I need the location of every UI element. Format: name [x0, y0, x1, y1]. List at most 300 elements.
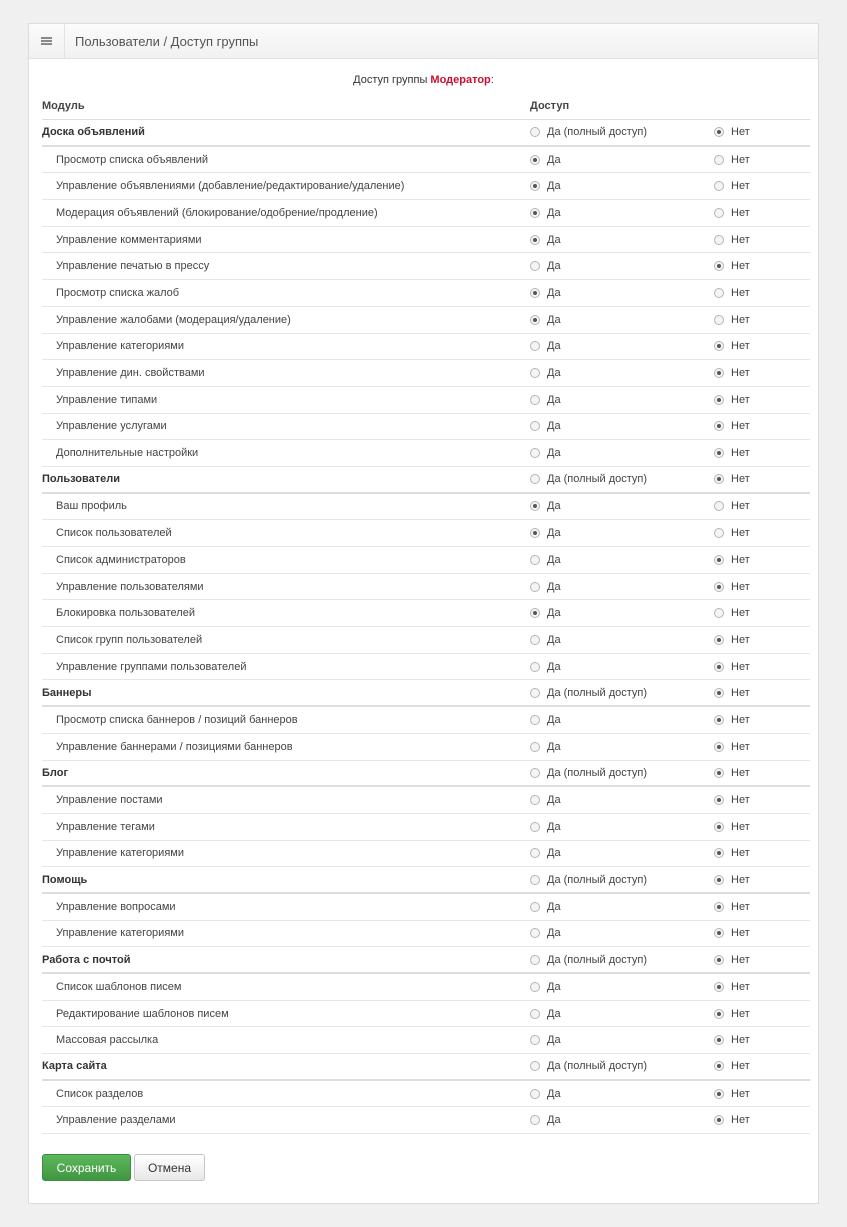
menu-toggle-button[interactable]: [29, 24, 65, 58]
no-label: Нет: [731, 260, 750, 273]
section-row: [42, 761, 810, 788]
no-option[interactable]: [714, 581, 750, 593]
yes-option[interactable]: [530, 154, 714, 166]
permission-name: Управление разделами: [56, 1114, 176, 1127]
no-option[interactable]: [714, 394, 750, 406]
permission-row: [42, 974, 810, 1001]
no-label: Нет: [731, 420, 750, 433]
no-label: Нет: [731, 206, 750, 219]
yes-option[interactable]: [530, 473, 714, 485]
yes-option[interactable]: [530, 1034, 714, 1046]
permission-row: [42, 360, 810, 387]
yes-radio[interactable]: [530, 795, 540, 805]
yes-radio[interactable]: [530, 395, 540, 405]
yes-radio[interactable]: [530, 1061, 540, 1071]
no-label: Нет: [731, 900, 750, 913]
yes-option[interactable]: [530, 847, 714, 859]
permission-row: [42, 173, 810, 200]
yes-label: Да: [547, 206, 561, 219]
no-radio[interactable]: [714, 288, 724, 298]
no-option[interactable]: [714, 954, 750, 966]
no-radio[interactable]: [714, 235, 724, 245]
yes-radio[interactable]: [530, 982, 540, 992]
yes-label: Да: [547, 180, 561, 193]
yes-option[interactable]: [530, 901, 714, 913]
no-radio[interactable]: [714, 902, 724, 912]
yes-radio[interactable]: [530, 875, 540, 885]
yes-label: Да: [547, 927, 561, 940]
no-option[interactable]: [714, 473, 750, 485]
yes-option[interactable]: [530, 1088, 714, 1100]
yes-label: Да (полный доступ): [547, 686, 648, 699]
no-radio[interactable]: [714, 448, 724, 458]
permission-name: Управление категориями: [56, 927, 184, 940]
no-radio[interactable]: [714, 795, 724, 805]
permission-name: Редактирование шаблонов писем: [56, 1007, 229, 1020]
yes-radio[interactable]: [530, 582, 540, 592]
yes-option[interactable]: [530, 340, 714, 352]
section-name: Блог: [42, 766, 69, 779]
no-label: Нет: [731, 553, 750, 566]
no-radio[interactable]: [714, 501, 724, 511]
no-option[interactable]: [714, 260, 750, 272]
yes-label: Да: [547, 633, 561, 646]
yes-radio[interactable]: [530, 928, 540, 938]
no-radio[interactable]: [714, 635, 724, 645]
no-radio[interactable]: [714, 155, 724, 165]
no-label: Нет: [731, 313, 750, 326]
no-label: Нет: [731, 740, 750, 753]
yes-label: Да: [547, 713, 561, 726]
no-option[interactable]: [714, 1034, 750, 1046]
permission-name: Управление категориями: [56, 340, 184, 353]
yes-option[interactable]: [530, 500, 714, 512]
no-label: Нет: [731, 367, 750, 380]
no-label: Нет: [731, 580, 750, 593]
permission-name: Управление услугами: [56, 420, 167, 433]
no-radio[interactable]: [714, 875, 724, 885]
yes-label: Да: [547, 740, 561, 753]
no-label: Нет: [731, 500, 750, 513]
permission-row: [42, 894, 810, 921]
group-name: Модератор: [430, 74, 491, 86]
no-radio[interactable]: [714, 742, 724, 752]
section-name: Работа с почтой: [42, 953, 131, 966]
section-row: [42, 467, 810, 494]
permission-name: Управление типами: [56, 393, 158, 406]
no-option[interactable]: [714, 367, 750, 379]
permission-name: Управление печатью в прессу: [56, 260, 210, 273]
permission-name: Модерация объявлений (блокирование/одобрение/продление): [56, 206, 378, 219]
yes-option[interactable]: [530, 314, 714, 326]
no-option[interactable]: [714, 447, 750, 459]
no-radio[interactable]: [714, 822, 724, 832]
no-label: Нет: [731, 820, 750, 833]
no-radio[interactable]: [714, 768, 724, 778]
no-radio[interactable]: [714, 928, 724, 938]
section-row: [42, 120, 810, 147]
section-row: [42, 947, 810, 974]
yes-option[interactable]: [530, 607, 714, 619]
permissions-table: [42, 92, 810, 1134]
yes-label: Да: [547, 527, 561, 540]
yes-radio[interactable]: [530, 155, 540, 165]
no-option[interactable]: [714, 554, 750, 566]
yes-radio[interactable]: [530, 848, 540, 858]
section-name: Карта сайта: [42, 1060, 107, 1073]
yes-radio[interactable]: [530, 368, 540, 378]
no-option[interactable]: [714, 794, 750, 806]
no-label: Нет: [731, 393, 750, 406]
permission-name: Управление пользователями: [56, 580, 204, 593]
yes-option[interactable]: [530, 180, 714, 192]
permission-name: Управление объявлениями (добавление/редактирование/удаление): [56, 180, 405, 193]
no-label: Нет: [731, 607, 750, 620]
no-label: Нет: [731, 873, 750, 886]
no-radio[interactable]: [714, 341, 724, 351]
yes-option[interactable]: [530, 741, 714, 753]
permission-row: [42, 334, 810, 361]
no-option[interactable]: [714, 607, 750, 619]
permission-name: Управление группами пользователей: [56, 660, 247, 673]
yes-label: Да: [547, 233, 561, 246]
yes-label: Да (полный доступ): [547, 873, 648, 886]
yes-radio[interactable]: [530, 235, 540, 245]
no-label: Нет: [731, 980, 750, 993]
no-radio[interactable]: [714, 582, 724, 592]
no-radio[interactable]: [714, 208, 724, 218]
yes-option[interactable]: [530, 1008, 714, 1020]
permission-row: [42, 1001, 810, 1028]
access-panel: [28, 23, 819, 1204]
no-label: Нет: [731, 1060, 750, 1073]
yes-option[interactable]: [530, 234, 714, 246]
yes-option[interactable]: [530, 687, 714, 699]
yes-option[interactable]: [530, 1060, 714, 1072]
no-radio[interactable]: [714, 421, 724, 431]
no-radio[interactable]: [714, 1115, 724, 1125]
no-option[interactable]: [714, 847, 750, 859]
form-actions: [42, 1154, 208, 1181]
no-label: Нет: [731, 473, 750, 486]
yes-label: Да: [547, 340, 561, 353]
no-label: Нет: [731, 686, 750, 699]
no-label: Нет: [731, 1007, 750, 1020]
no-radio[interactable]: [714, 1089, 724, 1099]
no-option[interactable]: [714, 207, 750, 219]
no-radio[interactable]: [714, 955, 724, 965]
no-label: Нет: [731, 766, 750, 779]
yes-label: Да: [547, 286, 561, 299]
no-option[interactable]: [714, 287, 750, 299]
permission-name: Просмотр списка объявлений: [56, 153, 208, 166]
no-radio[interactable]: [714, 395, 724, 405]
column-header-module: Модуль: [42, 99, 85, 112]
no-option[interactable]: [714, 234, 750, 246]
group-title-suffix: :: [490, 74, 494, 86]
no-option[interactable]: [714, 180, 750, 192]
no-label: Нет: [731, 927, 750, 940]
permission-row: [42, 280, 810, 307]
permission-name: Управление категориями: [56, 847, 184, 860]
no-radio[interactable]: [714, 474, 724, 484]
yes-radio[interactable]: [530, 261, 540, 271]
yes-option[interactable]: [530, 1114, 714, 1126]
no-radio[interactable]: [714, 1035, 724, 1045]
no-label: Нет: [731, 1034, 750, 1047]
yes-label: Да: [547, 1007, 561, 1020]
no-label: Нет: [731, 1087, 750, 1100]
no-label: Нет: [731, 1114, 750, 1127]
yes-label: Да: [547, 794, 561, 807]
no-radio[interactable]: [714, 368, 724, 378]
permission-row: [42, 547, 810, 574]
yes-option[interactable]: [530, 927, 714, 939]
yes-radio[interactable]: [530, 528, 540, 538]
yes-label: Да: [547, 367, 561, 380]
section-name: Доска объявлений: [42, 126, 145, 139]
yes-label: Да: [547, 447, 561, 460]
section-row: [42, 867, 810, 894]
yes-radio[interactable]: [530, 715, 540, 725]
no-radio[interactable]: [714, 555, 724, 565]
permission-name: Список разделов: [56, 1087, 144, 1100]
no-option[interactable]: [714, 126, 750, 138]
permission-name: Управление баннерами / позициями баннеров: [56, 740, 293, 753]
no-option[interactable]: [714, 314, 750, 326]
yes-radio[interactable]: [530, 768, 540, 778]
yes-option[interactable]: [530, 794, 714, 806]
permission-row: [42, 227, 810, 254]
no-option[interactable]: [714, 821, 750, 833]
yes-option[interactable]: [530, 634, 714, 646]
no-option[interactable]: [714, 927, 750, 939]
yes-label: Да: [547, 580, 561, 593]
no-radio[interactable]: [714, 608, 724, 618]
group-title-prefix: Доступ группы: [353, 74, 431, 86]
no-label: Нет: [731, 953, 750, 966]
no-option[interactable]: [714, 981, 750, 993]
table-header: [42, 92, 810, 120]
no-label: Нет: [731, 713, 750, 726]
yes-label: Да: [547, 900, 561, 913]
yes-option[interactable]: [530, 821, 714, 833]
yes-option[interactable]: [530, 554, 714, 566]
yes-radio[interactable]: [530, 635, 540, 645]
no-option[interactable]: [714, 767, 750, 779]
yes-radio[interactable]: [530, 955, 540, 965]
no-option[interactable]: [714, 661, 750, 673]
yes-radio[interactable]: [530, 742, 540, 752]
yes-label: Да: [547, 660, 561, 673]
yes-radio[interactable]: [530, 421, 540, 431]
yes-option[interactable]: [530, 367, 714, 379]
no-option[interactable]: [714, 1088, 750, 1100]
breadcrumb: Пользователи / Доступ группы: [75, 33, 259, 49]
yes-radio[interactable]: [530, 1009, 540, 1019]
section-row: [42, 1054, 810, 1081]
no-radio[interactable]: [714, 127, 724, 137]
section-name: Помощь: [42, 873, 88, 886]
yes-option[interactable]: [530, 954, 714, 966]
yes-radio[interactable]: [530, 501, 540, 511]
permission-name: Управление жалобами (модерация/удаление): [56, 313, 291, 326]
yes-label: Да: [547, 1114, 561, 1127]
no-radio[interactable]: [714, 688, 724, 698]
no-radio[interactable]: [714, 848, 724, 858]
no-option[interactable]: [714, 1060, 750, 1072]
panel-header: [29, 24, 818, 59]
yes-option[interactable]: [530, 981, 714, 993]
permission-row: [42, 387, 810, 414]
yes-option[interactable]: [530, 260, 714, 272]
yes-label: Да (полный доступ): [547, 953, 648, 966]
permission-row: [42, 574, 810, 601]
permission-name: Список администраторов: [56, 553, 186, 566]
yes-option[interactable]: [530, 767, 714, 779]
no-option[interactable]: [714, 527, 750, 539]
no-label: Нет: [731, 633, 750, 646]
permission-name: Управление дин. свойствами: [56, 367, 205, 380]
group-title: [29, 74, 818, 94]
no-option[interactable]: [714, 340, 750, 352]
yes-label: Да: [547, 313, 561, 326]
permission-row: [42, 253, 810, 280]
no-option[interactable]: [714, 741, 750, 753]
permission-name: Дополнительные настройки: [56, 447, 199, 460]
no-label: Нет: [731, 660, 750, 673]
no-option[interactable]: [714, 634, 750, 646]
yes-radio[interactable]: [530, 315, 540, 325]
permission-row: [42, 921, 810, 948]
yes-radio[interactable]: [530, 1115, 540, 1125]
yes-radio[interactable]: [530, 688, 540, 698]
no-radio[interactable]: [714, 1009, 724, 1019]
yes-radio[interactable]: [530, 208, 540, 218]
yes-option[interactable]: [530, 287, 714, 299]
yes-radio[interactable]: [530, 1035, 540, 1045]
no-option[interactable]: [714, 714, 750, 726]
yes-label: Да: [547, 980, 561, 993]
no-label: Нет: [731, 153, 750, 166]
no-option[interactable]: [714, 874, 750, 886]
section-name: Баннеры: [42, 686, 92, 699]
permission-row: [42, 307, 810, 334]
permission-name: Управление постами: [56, 794, 163, 807]
no-label: Нет: [731, 233, 750, 246]
yes-label: Да: [547, 607, 561, 620]
permission-row: [42, 734, 810, 761]
permission-row: [42, 654, 810, 681]
yes-label: Да: [547, 1034, 561, 1047]
no-radio[interactable]: [714, 662, 724, 672]
permission-row: [42, 1107, 810, 1134]
yes-radio[interactable]: [530, 608, 540, 618]
no-option[interactable]: [714, 1114, 750, 1126]
permission-row: [42, 707, 810, 734]
yes-option[interactable]: [530, 874, 714, 886]
permission-row: [42, 147, 810, 174]
yes-option[interactable]: [530, 581, 714, 593]
permission-row: [42, 200, 810, 227]
yes-radio[interactable]: [530, 288, 540, 298]
yes-radio[interactable]: [530, 555, 540, 565]
yes-label: Да: [547, 820, 561, 833]
yes-radio[interactable]: [530, 662, 540, 672]
permission-row: [42, 627, 810, 654]
permission-name: Управление вопросами: [56, 900, 176, 913]
no-option[interactable]: [714, 420, 750, 432]
permission-row: [42, 494, 810, 521]
no-option[interactable]: [714, 500, 750, 512]
yes-label: Да (полный доступ): [547, 766, 648, 779]
yes-radio[interactable]: [530, 181, 540, 191]
yes-radio[interactable]: [530, 1089, 540, 1099]
cancel-button[interactable]: Отмена: [134, 1154, 205, 1181]
yes-radio[interactable]: [530, 127, 540, 137]
yes-label: Да: [547, 393, 561, 406]
permission-name: Массовая рассылка: [56, 1034, 159, 1047]
section-row: [42, 680, 810, 707]
yes-option[interactable]: [530, 661, 714, 673]
yes-radio[interactable]: [530, 448, 540, 458]
no-option[interactable]: [714, 154, 750, 166]
no-label: Нет: [731, 180, 750, 193]
yes-option[interactable]: [530, 527, 714, 539]
permission-row: [42, 600, 810, 627]
yes-radio[interactable]: [530, 902, 540, 912]
yes-label: Да: [547, 847, 561, 860]
permission-row: [42, 520, 810, 547]
no-radio[interactable]: [714, 261, 724, 271]
yes-option[interactable]: [530, 207, 714, 219]
no-radio[interactable]: [714, 315, 724, 325]
yes-label: Да: [547, 260, 561, 273]
no-radio[interactable]: [714, 181, 724, 191]
yes-option[interactable]: [530, 126, 714, 138]
permission-row: [42, 440, 810, 467]
yes-radio[interactable]: [530, 341, 540, 351]
no-option[interactable]: [714, 901, 750, 913]
permission-name: Управление тегами: [56, 820, 155, 833]
yes-radio[interactable]: [530, 822, 540, 832]
no-radio[interactable]: [714, 1061, 724, 1071]
no-radio[interactable]: [714, 528, 724, 538]
yes-option[interactable]: [530, 394, 714, 406]
no-radio[interactable]: [714, 982, 724, 992]
no-label: Нет: [731, 126, 750, 139]
yes-option[interactable]: [530, 714, 714, 726]
permission-name: Ваш профиль: [56, 500, 127, 513]
yes-option[interactable]: [530, 420, 714, 432]
permission-name: Список шаблонов писем: [56, 980, 182, 993]
save-button[interactable]: Сохранить: [42, 1154, 131, 1181]
hamburger-icon: [41, 37, 52, 45]
yes-label: Да: [547, 553, 561, 566]
no-label: Нет: [731, 527, 750, 540]
yes-radio[interactable]: [530, 474, 540, 484]
permission-row: [42, 787, 810, 814]
yes-option[interactable]: [530, 447, 714, 459]
no-option[interactable]: [714, 687, 750, 699]
permission-name: Список групп пользователей: [56, 633, 203, 646]
yes-label: Да: [547, 1087, 561, 1100]
permission-row: [42, 841, 810, 868]
no-option[interactable]: [714, 1008, 750, 1020]
no-radio[interactable]: [714, 715, 724, 725]
column-header-access: Доступ: [530, 99, 570, 112]
yes-label: Да: [547, 500, 561, 513]
